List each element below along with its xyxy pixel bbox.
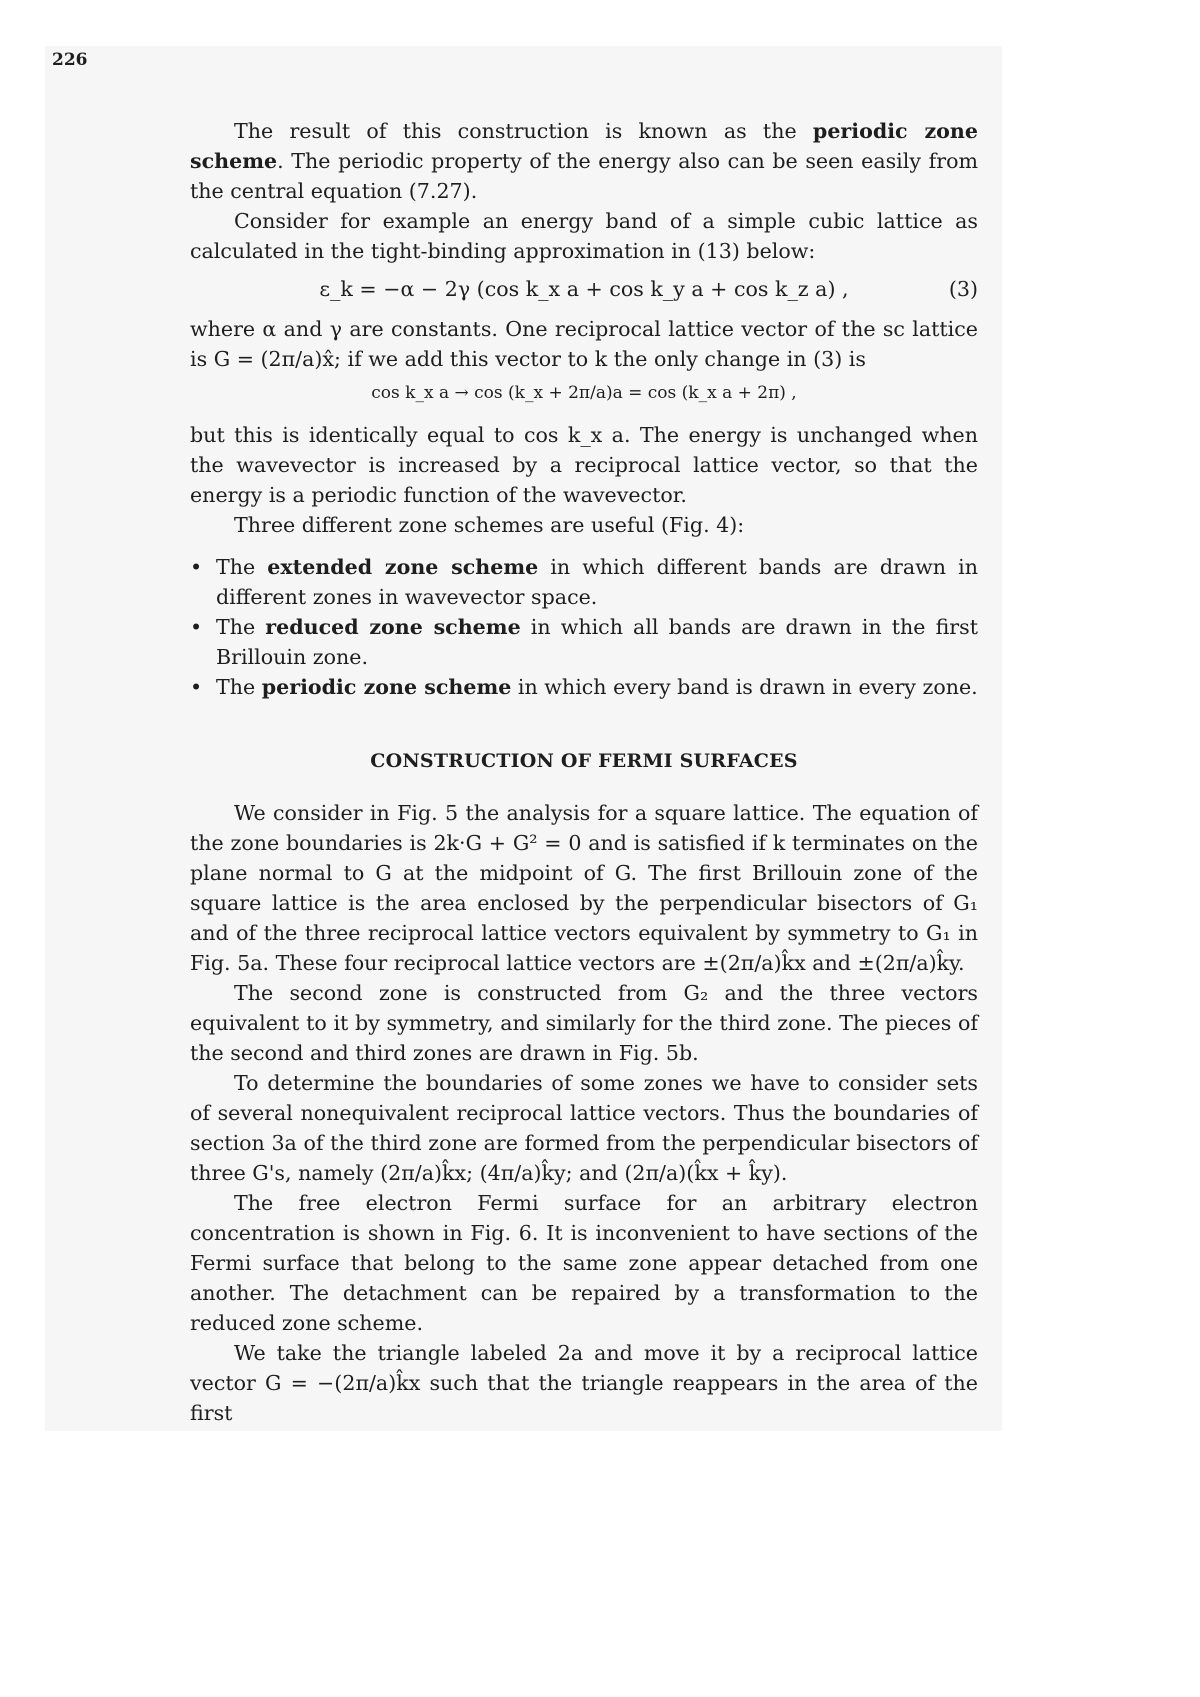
page-number: 226 <box>52 50 88 70</box>
bullet-2-pre: The <box>216 615 266 639</box>
para3-part-b: G = (2π/a)x̂; if we add this vector to k the only change in (3) is <box>213 347 866 371</box>
equation-3-number: (3) <box>948 277 978 301</box>
paragraph-free-electron: The free electron Fermi surface for an arbitrary electron concentration is shown in Fig. 6. It is inconvenient to have sections of the Fermi surface that belong to the same zone appear detached from one another. The detachment can be repaired by a transformation to the reduced zone scheme. <box>190 1191 978 1335</box>
paragraph-constants <box>190 314 978 374</box>
term-extended-zone-scheme: extended zone scheme <box>267 555 539 579</box>
bullet-3-pre: The <box>216 675 262 699</box>
bullet-3-post: in which every band is drawn in every zone. <box>511 675 978 699</box>
paragraph-nonequivalent-vectors: To determine the boundaries of some zones we have to consider sets of several nonequivalent reciprocal lattice vectors. Thus the boundaries of section 3a of the third zone are formed from the perpendicular bisectors of three G's, namely (2π/a)k̂x; (4π/a)k̂y; and (2π/a)(k̂x + k̂y). <box>190 1071 978 1185</box>
paragraph-periodic-zone <box>190 116 978 206</box>
paragraph-three-schemes: Three different zone schemes are useful (Fig. 4): <box>234 513 745 537</box>
list-item <box>190 552 978 612</box>
bullet-1-pre: The <box>216 555 268 579</box>
paragraph-second-zone: The second zone is constructed from G₂ and the three vectors equivalent to it by symmetry, and similarly for the third zone. The pieces of the second and third zones are drawn in Fig. 5b. <box>190 981 978 1065</box>
bullet-1-post: in which different bands are drawn in different zones in wavevector space. <box>216 555 979 609</box>
section-heading: CONSTRUCTION OF FERMI SURFACES <box>370 750 798 772</box>
paragraph-square-lattice: We consider in Fig. 5 the analysis for a square lattice. The equation of the zone boundaries is 2k·G + G² = 0 and is satisfied if k terminates on the plane normal to G at the midpoint of G. The first Brillouin zone of the square lattice is the area enclosed by the perpendicular bisectors of G₁ and of the three reciprocal lattice vectors equivalent by symmetry to G₁ in Fig. 5a. These four reciprocal lattice vectors are ±(2π/a)k̂x and ±(2π/a)k̂y. <box>190 801 978 975</box>
para1-rest: . The periodic property of the energy also can be seen easily from the central equation (7.27). <box>190 149 978 203</box>
zone-scheme-list <box>190 552 978 702</box>
page-body <box>190 116 978 1428</box>
paragraph-triangle: We take the triangle labeled 2a and move it by a reciprocal lattice vector G = −(2π/a)k̂x such that the triangle reappears in the area of the first <box>190 1341 978 1425</box>
term-periodic-zone-scheme-2: periodic zone scheme <box>261 675 512 699</box>
equation-3-body: ε_k = −α − 2γ (cos k_x a + cos k_y a + cos k_z a) , <box>319 277 849 301</box>
para3-part-a: where α and γ are constants. One reciprocal lattice vector of the sc lattice is <box>190 317 978 371</box>
paragraph-identically-equal: but this is identically equal to cos k_x a. The energy is unchanged when the wavevector is increased by a reciprocal lattice vector, so that the energy is a periodic function of the wavevector. <box>190 423 978 507</box>
term-periodic-zone-scheme: periodic zone scheme <box>190 119 978 173</box>
list-item <box>190 612 978 672</box>
para1-intro: The result of this construction is known as the <box>234 119 813 143</box>
paragraph-simple-cubic: Consider for example an energy band of a simple cubic lattice as calculated in the tight-binding approximation in (13) below: <box>190 209 978 263</box>
equation-3 <box>190 274 978 304</box>
list-item <box>190 672 978 702</box>
equation-cos-shift: cos k_x a → cos (k_x + 2π/a)a = cos (k_x a + 2π) , <box>371 383 797 403</box>
term-reduced-zone-scheme: reduced zone scheme <box>265 615 521 639</box>
bullet-2-post: in which all bands are drawn in the first Brillouin zone. <box>216 615 978 669</box>
